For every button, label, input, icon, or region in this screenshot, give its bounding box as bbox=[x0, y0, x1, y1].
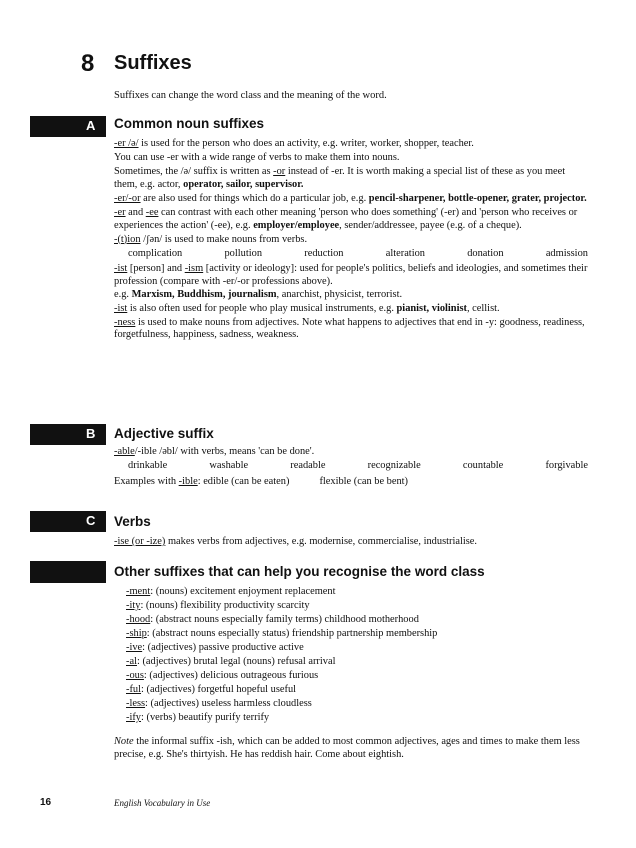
section-d-note bbox=[114, 736, 588, 763]
para-text: /ʃən/ is used to make nouns from verbs. bbox=[140, 233, 308, 245]
suffix: -less bbox=[126, 698, 146, 709]
suffix: -ship bbox=[126, 628, 147, 639]
para-ness bbox=[114, 317, 588, 342]
para-er-or-things bbox=[114, 193, 588, 206]
suffix: -ify bbox=[126, 712, 142, 723]
para-bold: pianist, violinist bbox=[396, 302, 467, 314]
example-word: pollution bbox=[224, 247, 263, 259]
item-text: : (adjectives) useless harmless cloudless bbox=[145, 698, 312, 709]
para-text: Sometimes, the /ə/ suffix is written as bbox=[114, 166, 274, 178]
section-c-heading: Verbs bbox=[114, 514, 151, 529]
item-text: : (abstract nouns especially status) friendship partnership membership bbox=[146, 628, 438, 639]
suffix: -ee bbox=[145, 206, 159, 218]
para-text: : edible (can be eaten) bbox=[197, 475, 290, 487]
para-ist-music bbox=[114, 303, 588, 316]
unit-number: 8 bbox=[81, 50, 95, 77]
para-text: is used to make nouns from adjectives. Note what happens to adjectives that end in -y: goodness, readiness, forgetfulness, happiness, sadness, weakness. bbox=[114, 316, 585, 341]
para-text: , anarchist, physicist, terrorist. bbox=[276, 288, 403, 300]
item-text: : (nouns) flexibility productivity scarcity bbox=[140, 600, 310, 611]
list-item bbox=[114, 711, 588, 725]
item-text: : (adjectives) brutal legal (nouns) refusal arrival bbox=[136, 656, 336, 667]
para-text: instead of -er. It is worth making a special list of these as you meet them, e.g. actor, bbox=[114, 166, 566, 190]
example-word: alteration bbox=[385, 247, 425, 259]
section-a-heading: Common noun suffixes bbox=[114, 116, 265, 131]
section-d-bar bbox=[30, 561, 106, 583]
para-text: is also often used for people who play musical instruments, e.g. bbox=[127, 302, 397, 314]
para-able bbox=[114, 446, 588, 459]
para-text: [activity or ideology]: used for people's politics, beliefs and ideologies, and sometimes their profession (compare with -er/-or professions above). bbox=[114, 263, 588, 287]
example-word: washable bbox=[209, 460, 249, 472]
suffix: -or bbox=[273, 166, 286, 178]
para-er-range: You can use -er with a wide range of verbs to make them into nouns. bbox=[114, 152, 400, 164]
suffix: -er/-or bbox=[114, 192, 141, 204]
item-text: : (adjectives) forgetful hopeful useful bbox=[141, 684, 297, 695]
para-text: can contrast with each other meaning 'person who does something' (-er) and 'person who receives or experiences the action' (-ee), e.g. bbox=[114, 206, 578, 231]
unit-intro: Suffixes can change the word class and the meaning of the word. bbox=[114, 90, 387, 101]
section-b-heading: Adjective suffix bbox=[114, 426, 214, 441]
item-text: : (abstract nouns especially family terms) childhood motherhood bbox=[150, 614, 419, 625]
list-item bbox=[114, 697, 588, 711]
unit-title: Suffixes bbox=[114, 52, 192, 74]
para-text: Examples with bbox=[114, 475, 179, 487]
able-word-row bbox=[114, 460, 588, 473]
example-word: complication bbox=[128, 247, 183, 259]
suffix: -er /ə/ bbox=[114, 138, 139, 149]
para-or bbox=[114, 166, 588, 191]
para-text: /-ible /əbl/ with verbs, means 'can be done'. bbox=[134, 446, 315, 457]
para-bold: Marxism, Buddhism, journalism bbox=[131, 288, 277, 300]
ion-word-row bbox=[114, 248, 588, 261]
list-item bbox=[114, 683, 588, 697]
example-word: recognizable bbox=[367, 460, 421, 472]
para-bold: operator, sailor, supervisor. bbox=[183, 178, 304, 190]
item-text: : (adjectives) delicious outrageous furious bbox=[143, 670, 319, 681]
para-er-ee bbox=[114, 207, 588, 232]
suffix: -ible bbox=[178, 475, 198, 487]
suffix: -ist bbox=[114, 302, 128, 314]
section-b-letter: B bbox=[86, 426, 96, 441]
example-word: drinkable bbox=[128, 460, 168, 472]
section-c-letter: C bbox=[86, 513, 96, 528]
para-text: are also used for things which do a particular job, e.g. bbox=[140, 192, 369, 204]
suffix-list bbox=[114, 585, 588, 725]
para-text: is used for the person who does an activity, e.g. writer, worker, shopper, teacher. bbox=[138, 138, 474, 149]
suffix: -er bbox=[114, 206, 126, 218]
suffix: -ness bbox=[114, 316, 136, 328]
section-c-body bbox=[114, 536, 588, 550]
example-word: readable bbox=[290, 460, 326, 472]
suffix: -ous bbox=[126, 670, 144, 681]
example-word: reduction bbox=[304, 247, 344, 259]
note-label: Note bbox=[114, 736, 134, 747]
page-number: 16 bbox=[40, 797, 52, 808]
example-word: countable bbox=[462, 460, 504, 472]
item-text: : (nouns) excitement enjoyment replacement bbox=[150, 586, 336, 597]
suffix: -ity bbox=[126, 600, 141, 611]
suffix: -ive bbox=[126, 642, 143, 653]
suffix: -(t)ion bbox=[114, 233, 141, 245]
suffix: -ism bbox=[184, 263, 204, 275]
para-ion bbox=[114, 234, 588, 247]
example-word: forgivable bbox=[545, 460, 588, 472]
note-para bbox=[114, 736, 588, 761]
item-text: : (adjectives) passive productive active bbox=[142, 642, 304, 653]
para-bold: employer/employee bbox=[253, 219, 340, 231]
list-item bbox=[114, 599, 588, 613]
list-item bbox=[114, 585, 588, 599]
note-text: the informal suffix -ish, which can be added to most common adjectives, ages and times to make them less precise, e.g. She's thirtyish. He has reddish hair. Come about eightish. bbox=[114, 736, 580, 760]
para-text: flexible (can be bent) bbox=[319, 475, 409, 487]
para-ise bbox=[114, 536, 588, 549]
suffix: -al bbox=[126, 656, 137, 667]
list-item bbox=[114, 641, 588, 655]
para-text: , sender/addressee, payee (e.g. of a cheque). bbox=[339, 219, 522, 231]
suffix: -ise (or -ize) bbox=[114, 536, 166, 547]
list-item bbox=[114, 655, 588, 669]
suffix: -hood bbox=[126, 614, 151, 625]
section-a-body bbox=[114, 138, 588, 343]
example-word: admission bbox=[545, 247, 588, 259]
suffix: -ment bbox=[126, 586, 151, 597]
para-ible bbox=[114, 476, 588, 489]
section-b-body bbox=[114, 446, 588, 490]
list-item bbox=[114, 613, 588, 627]
item-text: : (verbs) beautify purify terrify bbox=[141, 712, 270, 723]
para-text: , cellist. bbox=[466, 302, 500, 314]
suffix: -able bbox=[114, 446, 135, 457]
example-word: donation bbox=[467, 247, 504, 259]
para-text: makes verbs from adjectives, e.g. modernise, commercialise, industrialise. bbox=[165, 536, 477, 547]
para-ist-ism bbox=[114, 263, 588, 301]
section-a-letter: A bbox=[86, 118, 96, 133]
para-text: and bbox=[125, 206, 146, 218]
section-d-heading: Other suffixes that can help you recognise the word class bbox=[114, 564, 485, 579]
book-title: English Vocabulary in Use bbox=[114, 798, 211, 808]
suffix: -ist bbox=[114, 263, 128, 275]
para-bold: pencil-sharpener, bottle-opener, grater, projector. bbox=[368, 192, 587, 204]
para-text: e.g. bbox=[114, 288, 132, 300]
suffix: -ful bbox=[126, 684, 142, 695]
para-text: [person] and bbox=[127, 263, 185, 275]
list-item bbox=[114, 669, 588, 683]
para-er bbox=[114, 138, 588, 151]
list-item bbox=[114, 627, 588, 641]
